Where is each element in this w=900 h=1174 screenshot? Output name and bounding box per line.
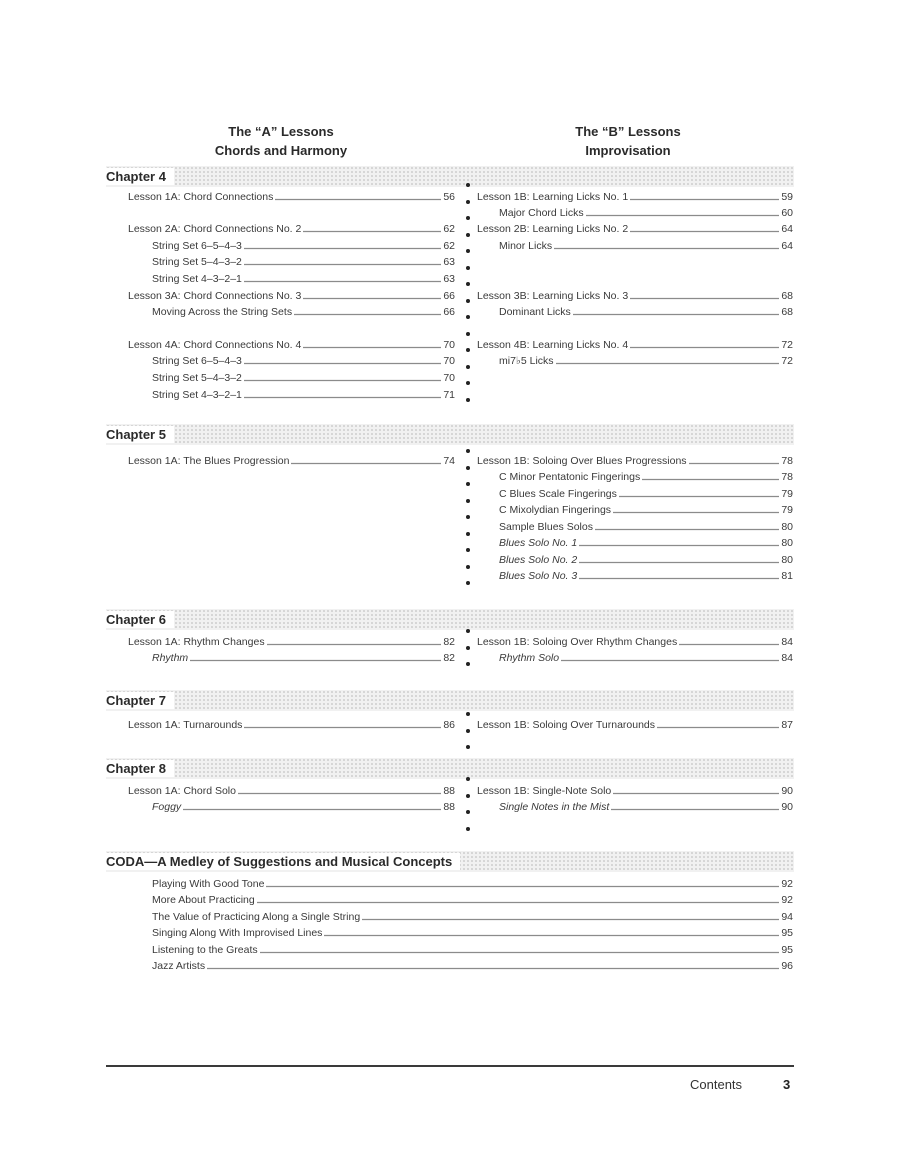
dot-leader xyxy=(244,396,441,399)
entry-title: Jazz Artists xyxy=(152,960,206,972)
column-divider-dot xyxy=(466,565,470,569)
coda-entry xyxy=(152,875,793,891)
footer-rule xyxy=(106,1065,794,1067)
lesson-b-entry xyxy=(477,287,793,303)
entry-title: Lesson 1A: Chord Connections xyxy=(128,191,274,203)
entry-title: Blues Solo No. 1 xyxy=(499,537,578,549)
column-divider-dot xyxy=(466,266,470,270)
lesson-b-entry xyxy=(499,303,793,319)
entry-page-number: 80 xyxy=(781,537,793,549)
dot-leader xyxy=(303,297,441,300)
lesson-a-entry xyxy=(128,633,455,649)
entry-page-number: 82 xyxy=(443,636,455,648)
entry-page-number: 70 xyxy=(443,339,455,351)
lesson-a-entry xyxy=(128,336,455,352)
entry-title: Dominant Licks xyxy=(499,306,571,318)
entry-page-number: 79 xyxy=(781,488,793,500)
entry-page-number: 80 xyxy=(781,554,793,566)
entry-page-number: 90 xyxy=(781,785,793,797)
entry-title: More About Practicing xyxy=(152,894,255,906)
entry-page-number: 64 xyxy=(781,240,793,252)
dot-leader xyxy=(303,346,441,349)
lesson-b-entry xyxy=(477,633,793,649)
dot-leader xyxy=(238,792,441,795)
entry-page-number: 95 xyxy=(781,927,793,939)
chapter-header xyxy=(106,690,794,711)
column-divider-dot xyxy=(466,398,470,402)
entry-title: Foggy xyxy=(152,801,182,813)
entry-title: Blues Solo No. 3 xyxy=(499,570,578,582)
entry-page-number: 84 xyxy=(781,652,793,664)
column-divider-dot xyxy=(466,216,470,220)
lesson-a-entry xyxy=(152,386,455,402)
entry-page-number: 63 xyxy=(443,273,455,285)
column-divider-dot xyxy=(466,499,470,503)
entry-title: C Minor Pentatonic Fingerings xyxy=(499,471,641,483)
column-divider-dot xyxy=(466,449,470,453)
entry-page-number: 70 xyxy=(443,372,455,384)
dot-leader xyxy=(561,659,779,662)
lesson-a-entry xyxy=(128,782,455,798)
column-divider-dot xyxy=(466,646,470,650)
entry-title: Single Notes in the Mist xyxy=(499,801,610,813)
entry-title: Blues Solo No. 2 xyxy=(499,554,578,566)
column-divider-dot xyxy=(466,282,470,286)
column-divider-dot xyxy=(466,332,470,336)
entry-title: Lesson 1B: Soloing Over Rhythm Changes xyxy=(477,636,678,648)
lesson-b-entry xyxy=(499,204,793,220)
chapter-title: Chapter 7 xyxy=(106,692,174,709)
entry-title: String Set 5–4–3–2 xyxy=(152,256,242,268)
dot-leader xyxy=(554,247,779,250)
coda-entry xyxy=(152,957,793,973)
lesson-b-entry xyxy=(499,567,793,583)
lesson-b-entry xyxy=(499,352,793,368)
entry-title: Lesson 1B: Learning Licks No. 1 xyxy=(477,191,629,203)
entry-page-number: 80 xyxy=(781,521,793,533)
lesson-b-entry xyxy=(477,452,793,468)
dot-leader xyxy=(244,726,441,729)
entry-title: Listening to the Greats xyxy=(152,944,258,956)
entry-title: Lesson 3B: Learning Licks No. 3 xyxy=(477,290,629,302)
dot-leader xyxy=(183,808,441,811)
entry-title: Sample Blues Solos xyxy=(499,521,593,533)
lesson-a-entry xyxy=(128,188,455,204)
entry-page-number: 59 xyxy=(781,191,793,203)
chapter-header xyxy=(106,166,794,187)
dot-leader xyxy=(260,951,780,954)
dot-leader xyxy=(244,280,441,283)
entry-title: Rhythm xyxy=(152,652,189,664)
column-divider-dot xyxy=(466,810,470,814)
dot-leader xyxy=(630,198,779,201)
entry-title: Singing Along With Improvised Lines xyxy=(152,927,323,939)
lesson-a-entry xyxy=(152,369,455,385)
lesson-a-entry xyxy=(128,220,455,236)
entry-title: Lesson 2B: Learning Licks No. 2 xyxy=(477,223,629,235)
lesson-b-entry xyxy=(499,501,793,517)
entry-title: The Value of Practicing Along a Single String xyxy=(152,911,361,923)
chapter-title: Chapter 8 xyxy=(106,760,174,777)
dot-leader xyxy=(630,297,779,300)
dot-leader xyxy=(689,462,780,465)
dot-leader xyxy=(613,511,779,514)
coda-entry xyxy=(152,891,793,907)
coda-header xyxy=(106,851,794,872)
dot-leader xyxy=(266,885,779,888)
dot-leader xyxy=(579,561,779,564)
dot-leader xyxy=(613,792,779,795)
lesson-a-entry xyxy=(152,253,455,269)
dot-leader xyxy=(556,362,780,365)
chapter-title: Chapter 5 xyxy=(106,426,174,443)
dot-leader xyxy=(579,577,779,580)
column-divider-dot xyxy=(466,183,470,187)
lesson-a-entry xyxy=(152,303,455,319)
entry-title: String Set 5–4–3–2 xyxy=(152,372,242,384)
chapter-header xyxy=(106,758,794,779)
footer-label: Contents xyxy=(690,1077,743,1092)
entry-title: mi7♭5 Licks xyxy=(499,355,554,367)
entry-title: C Mixolydian Fingerings xyxy=(499,504,612,516)
lesson-a-entry xyxy=(128,452,455,468)
entry-page-number: 74 xyxy=(443,455,455,467)
column-divider-dot xyxy=(466,581,470,585)
entry-page-number: 63 xyxy=(443,256,455,268)
entry-page-number: 92 xyxy=(781,878,793,890)
column-divider-dot xyxy=(466,777,470,781)
entry-page-number: 66 xyxy=(443,290,455,302)
dot-leader xyxy=(619,495,779,498)
lesson-b-entry xyxy=(499,798,793,814)
lesson-b-entry xyxy=(499,237,793,253)
column-divider-dot xyxy=(466,249,470,253)
entry-page-number: 94 xyxy=(781,911,793,923)
entry-page-number: 92 xyxy=(781,894,793,906)
entry-page-number: 86 xyxy=(443,719,455,731)
entry-page-number: 68 xyxy=(781,306,793,318)
entry-title: C Blues Scale Fingerings xyxy=(499,488,617,500)
dot-leader xyxy=(244,379,441,382)
entry-page-number: 95 xyxy=(781,944,793,956)
dot-leader xyxy=(294,313,441,316)
dot-leader xyxy=(244,263,441,266)
column-divider-dot xyxy=(466,348,470,352)
entry-page-number: 90 xyxy=(781,801,793,813)
entry-title: Major Chord Licks xyxy=(499,207,584,219)
entry-title: Lesson 2A: Chord Connections No. 2 xyxy=(128,223,302,235)
coda-entry xyxy=(152,941,793,957)
lesson-a-entry xyxy=(152,649,455,665)
dot-leader xyxy=(303,230,441,233)
dot-leader xyxy=(207,967,779,970)
chapter-title: Chapter 4 xyxy=(106,168,174,185)
entry-title: Lesson 1A: Chord Solo xyxy=(128,785,236,797)
dot-leader xyxy=(642,478,779,481)
column-b-title: The “B” Lessons xyxy=(575,124,681,139)
entry-title: String Set 6–5–4–3 xyxy=(152,240,242,252)
column-divider-dot xyxy=(466,365,470,369)
entry-page-number: 70 xyxy=(443,355,455,367)
dot-leader xyxy=(267,643,442,646)
dot-leader xyxy=(657,726,779,729)
entry-page-number: 96 xyxy=(781,960,793,972)
dot-leader xyxy=(573,313,780,316)
entry-page-number: 62 xyxy=(443,223,455,235)
column-divider-dot xyxy=(466,299,470,303)
dot-leader xyxy=(586,214,780,217)
column-a-title: The “A” Lessons xyxy=(228,124,334,139)
entry-title: Lesson 1B: Soloing Over Turnarounds xyxy=(477,719,656,731)
entry-page-number: 78 xyxy=(781,471,793,483)
dot-leader xyxy=(190,659,441,662)
lesson-b-entry xyxy=(477,782,793,798)
entry-page-number: 78 xyxy=(781,455,793,467)
dot-leader xyxy=(611,808,779,811)
column-divider-dot xyxy=(466,745,470,749)
lesson-b-entry xyxy=(499,485,793,501)
column-b-subtitle: Improvisation xyxy=(585,143,671,158)
entry-title: String Set 4–3–2–1 xyxy=(152,389,242,401)
dot-leader xyxy=(275,198,441,201)
dot-leader xyxy=(324,934,779,937)
lesson-a-entry xyxy=(128,287,455,303)
coda-entry xyxy=(152,924,793,940)
column-divider-dot xyxy=(466,482,470,486)
dot-leader xyxy=(630,230,779,233)
entry-page-number: 56 xyxy=(443,191,455,203)
lesson-b-entry xyxy=(499,551,793,567)
dot-leader xyxy=(362,918,779,921)
column-divider-dot xyxy=(466,629,470,633)
entry-title: Lesson 3A: Chord Connections No. 3 xyxy=(128,290,302,302)
entry-page-number: 79 xyxy=(781,504,793,516)
coda-entry xyxy=(152,908,793,924)
lesson-b-entry xyxy=(477,188,793,204)
entry-page-number: 84 xyxy=(781,636,793,648)
entry-page-number: 68 xyxy=(781,290,793,302)
dot-leader xyxy=(257,901,780,904)
lesson-b-entry xyxy=(477,336,793,352)
entry-page-number: 88 xyxy=(443,785,455,797)
dot-leader xyxy=(595,528,779,531)
dot-leader xyxy=(630,346,779,349)
entry-page-number: 72 xyxy=(781,339,793,351)
column-a-subtitle: Chords and Harmony xyxy=(214,143,348,158)
entry-title: String Set 4–3–2–1 xyxy=(152,273,242,285)
dot-leader xyxy=(244,362,441,365)
entry-page-number: 71 xyxy=(443,389,455,401)
entry-title: Moving Across the String Sets xyxy=(152,306,293,318)
entry-page-number: 60 xyxy=(781,207,793,219)
lesson-b-entry xyxy=(499,649,793,665)
dot-leader xyxy=(579,544,779,547)
column-divider-dot xyxy=(466,712,470,716)
lesson-a-entry xyxy=(152,237,455,253)
column-divider-dot xyxy=(466,200,470,204)
lesson-a-entry xyxy=(152,352,455,368)
entry-page-number: 82 xyxy=(443,652,455,664)
lesson-a-entry xyxy=(152,270,455,286)
column-a-heading xyxy=(131,122,431,160)
column-divider-dot xyxy=(466,662,470,666)
dot-leader xyxy=(291,462,441,465)
entry-title: Lesson 1B: Single-Note Solo xyxy=(477,785,612,797)
chapter-header xyxy=(106,609,794,630)
dot-leader xyxy=(244,247,441,250)
column-divider-dot xyxy=(466,515,470,519)
column-divider-dot xyxy=(466,548,470,552)
lesson-b-entry xyxy=(499,534,793,550)
entry-page-number: 62 xyxy=(443,240,455,252)
entry-title: Lesson 4A: Chord Connections No. 4 xyxy=(128,339,302,351)
entry-page-number: 72 xyxy=(781,355,793,367)
lesson-b-entry xyxy=(499,468,793,484)
lesson-a-entry xyxy=(128,716,455,732)
entry-title: String Set 6–5–4–3 xyxy=(152,355,242,367)
entry-title: Lesson 1A: Turnarounds xyxy=(128,719,243,731)
column-b-heading xyxy=(478,122,778,160)
column-divider-dot xyxy=(466,381,470,385)
lesson-b-entry xyxy=(477,716,793,732)
column-divider-dot xyxy=(466,827,470,831)
chapter-header xyxy=(106,424,794,445)
dot-leader xyxy=(679,643,779,646)
entry-page-number: 88 xyxy=(443,801,455,813)
lesson-b-entry xyxy=(499,518,793,534)
column-divider-dot xyxy=(466,532,470,536)
chapter-title: Chapter 6 xyxy=(106,611,174,628)
entry-title: Playing With Good Tone xyxy=(152,878,265,890)
entry-page-number: 66 xyxy=(443,306,455,318)
entry-title: Lesson 4B: Learning Licks No. 4 xyxy=(477,339,629,351)
column-divider-dot xyxy=(466,794,470,798)
coda-title: CODA—A Medley of Suggestions and Musical Concepts xyxy=(106,853,460,870)
entry-title: Lesson 1A: Rhythm Changes xyxy=(128,636,265,648)
column-divider-dot xyxy=(466,729,470,733)
entry-title: Minor Licks xyxy=(499,240,553,252)
entry-title: Rhythm Solo xyxy=(499,652,560,664)
column-divider-dot xyxy=(466,466,470,470)
lesson-a-entry xyxy=(152,798,455,814)
column-divider-dot xyxy=(466,315,470,319)
lesson-b-entry xyxy=(477,220,793,236)
entry-title: Lesson 1A: The Blues Progression xyxy=(128,455,290,467)
entry-page-number: 64 xyxy=(781,223,793,235)
column-divider-dot xyxy=(466,233,470,237)
entry-title: Lesson 1B: Soloing Over Blues Progressions xyxy=(477,455,687,467)
footer-page-number: 3 xyxy=(783,1077,791,1092)
entry-page-number: 81 xyxy=(781,570,793,582)
entry-page-number: 87 xyxy=(781,719,793,731)
